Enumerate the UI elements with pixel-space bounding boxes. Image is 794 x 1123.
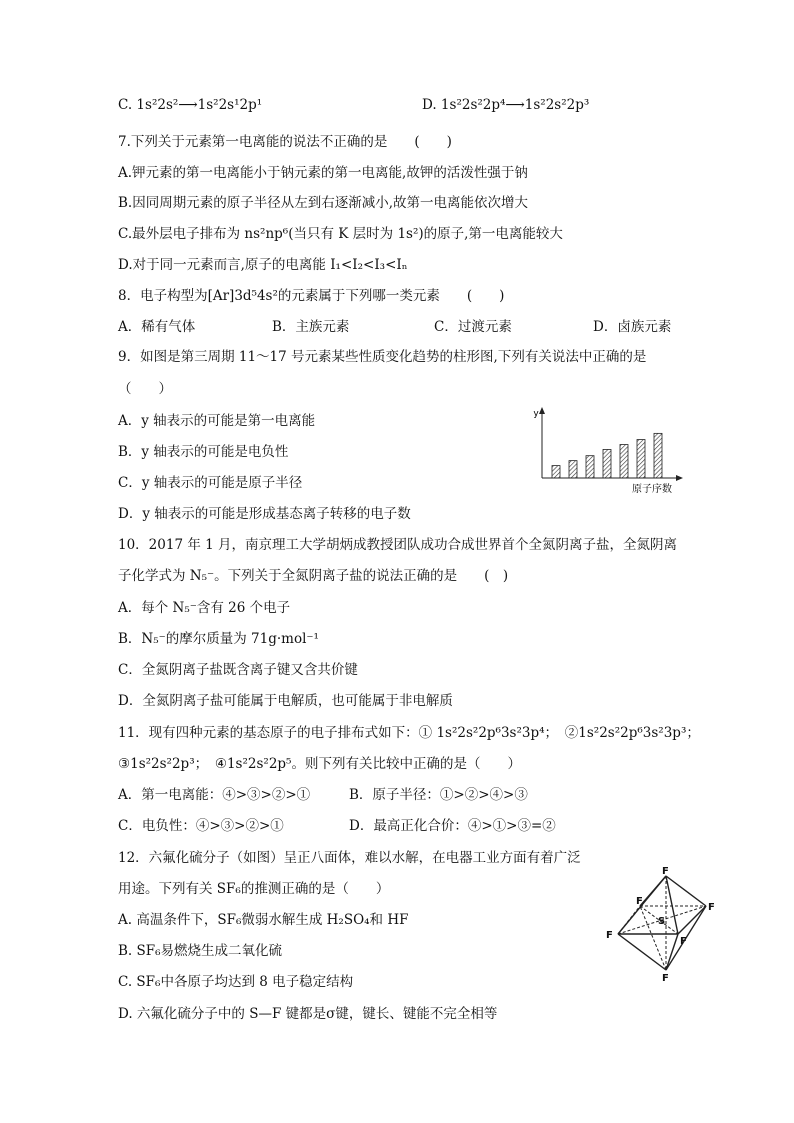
q11-option-c: C．电负性：④>③>②>① (118, 818, 284, 834)
q11-stem-line2: ③1s²2s²2p³； ④1s²2s²2p⁵。则下列有关比较中正确的是（ ） (118, 756, 521, 772)
q10-option-a: A．每个 N₅⁻含有 26 个电子 (118, 600, 291, 616)
q10-option-d: D．全氮阴离子盐可能属于电解质，也可能属于非电解质 (118, 693, 453, 709)
x-axis-arrow (676, 475, 683, 481)
bar-15 (620, 445, 628, 478)
bar-17 (654, 433, 662, 478)
atom-f-left: F (606, 930, 613, 941)
atom-f-back-left: F (636, 896, 643, 907)
bar-12 (569, 461, 577, 478)
edge (640, 876, 666, 906)
q8-option-c: C．过渡元素 (434, 319, 512, 335)
q6-option-c: C. 1s²2s²⟶1s²2s¹2p¹ (118, 97, 263, 113)
atom-f-right: F (708, 902, 715, 913)
x-axis-label: 原子序数 (632, 484, 672, 495)
sf6-octahedron-figure (600, 864, 730, 984)
bar-16 (637, 440, 645, 478)
edge (618, 934, 666, 970)
q7-stem: 7.下列关于元素第一电离能的说法不正确的是 ( ) (118, 134, 452, 150)
q7-option-c: C.最外层电子排布为 ns²np⁶(当只有 K 层时为 1s²)的原子,第一电离能较大 (118, 226, 563, 242)
q12-option-b: B. SF₆易燃烧生成二氧化硫 (118, 943, 283, 959)
q12-option-a: A. 高温条件下，SF₆微弱水解生成 H₂SO₄和 HF (118, 912, 409, 928)
y-axis-label: y (533, 409, 539, 419)
q8-option-a: A．稀有气体 (118, 319, 196, 335)
q12-stem-line1: 12．六氟化硫分子（如图）呈正八面体，难以水解，在电器工业方面有着广泛 (118, 850, 581, 866)
q9-bar-chart (530, 404, 690, 496)
q12-option-c: C. SF₆中各原子均达到 8 电子稳定结构 (118, 974, 354, 990)
q10-option-c: C．全氮阴离子盐既含离子键又含共价键 (118, 662, 358, 678)
atom-s-center: S (658, 916, 666, 927)
q11-option-a: A．第一电离能：④>③>②>① (118, 787, 311, 803)
q9-stem: 9．如图是第三周期 11～17 号元素某些性质变化趋势的柱形图,下列有关说法中正确的是 (118, 349, 647, 365)
q6-option-d: D. 1s²2s²2p⁴⟶1s²2s²2p³ (422, 97, 590, 113)
q8-stem: 8．电子构型为[Ar]3d⁵4s²的元素属于下列哪一类元素 ( ) (118, 288, 505, 304)
q10-stem-line2: 子化学式为 N₅⁻。下列关于全氮阴离子盐的说法正确的是 ( ) (118, 568, 509, 584)
q7-option-d: D.对于同一元素而言,原子的电离能 I₁<I₂<I₃<Iₙ (118, 257, 408, 273)
q7-option-b: B.因同周期元素的原子半径从左到右逐渐减小,故第一电离能依次增大 (118, 195, 529, 211)
atom-f-front: F (680, 936, 687, 947)
q11-stem-line1: 11．现有四种元素的基态原子的电子排布式如下：① 1s²2s²2p⁶3s²3p⁴； ②1s²2s²2p⁶3s²3p³； (118, 725, 700, 741)
q10-stem-line1: 10．2017 年 1 月，南京理工大学胡炳成教授团队成功合成世界首个全氮阴离子盐，全氮阴离 (118, 537, 677, 553)
y-axis-arrow (539, 407, 545, 414)
q9-option-c: C．y 轴表示的可能是原子半径 (118, 475, 303, 491)
q12-stem-line2: 用途。下列有关 SF₆的推测正确的是（ ） (118, 881, 390, 897)
bar-14 (603, 449, 611, 478)
q11-option-b: B．原子半径：①>②>④>③ (349, 787, 528, 803)
q9-option-a: A．y 轴表示的可能是第一电离能 (118, 413, 316, 429)
q12-option-d: D. 六氟化硫分子中的 S—F 键都是σ键，键长、键能不完全相等 (118, 1006, 498, 1022)
edge (666, 876, 678, 934)
atom-f-bottom: F (662, 973, 669, 984)
q11-option-d: D．最高正化合价：④>①>③=② (349, 818, 556, 834)
edge (666, 934, 678, 970)
q9-option-b: B．y 轴表示的可能是电负性 (118, 444, 289, 460)
q10-option-b: B．N₅⁻的摩尔质量为 71g·mol⁻¹ (118, 631, 319, 647)
hidden-edge (618, 906, 640, 934)
atom-f-top: F (662, 866, 669, 877)
q9-option-d: D．y 轴表示的可能是形成基态离子转移的电子数 (118, 506, 411, 522)
q8-option-b: B．主族元素 (272, 319, 350, 335)
bar-11 (552, 466, 560, 478)
q7-option-a: A.钾元素的第一电离能小于钠元素的第一电离能,故钾的活泼性强于钠 (118, 165, 528, 181)
q8-option-d: D．卤族元素 (593, 319, 672, 335)
edge (666, 876, 706, 906)
bar-13 (586, 456, 594, 478)
q9-answer-paren: （ ） (118, 381, 172, 397)
